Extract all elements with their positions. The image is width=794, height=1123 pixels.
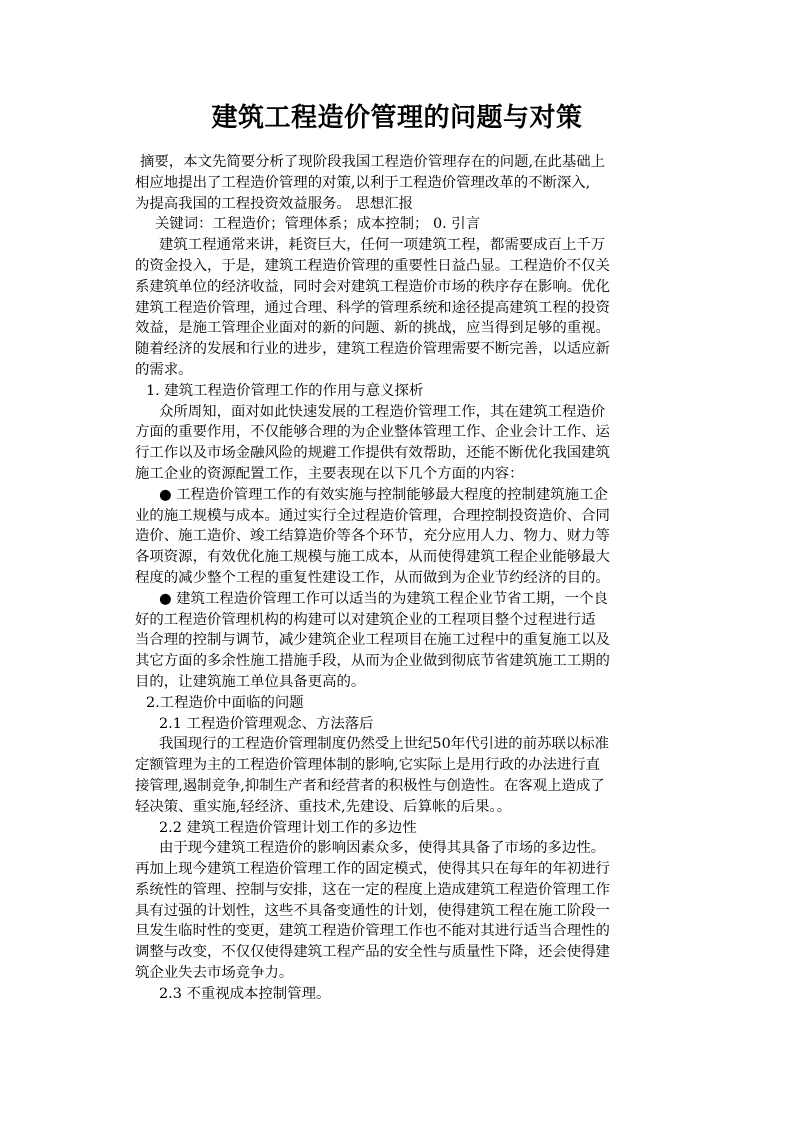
paragraph-line: 调整与改变，不仅仅使得建筑工程产品的安全性与质量性下降，还会使得建 [135, 944, 610, 961]
paragraph-line: 我国现行的工程造价管理制度仍然受上世纪50年代引进的前苏联以标准 [159, 736, 610, 753]
paragraph-line: 各项资源，有效优化施工规模与施工成本，从而使得建筑工程企业能够最大 [135, 549, 610, 566]
paragraph-line: 的资金投入，于是，建筑工程造价管理的重要性日益凸显。工程造价不仅关 [135, 257, 610, 274]
paragraph-line: 造价、施工造价、竣工结算造价等各个环节，充分应用人力、物力、财力等 [135, 528, 610, 545]
paragraph-line: 2.3 不重视成本控制管理。 [159, 985, 331, 1002]
paragraph-line: 1. 建筑工程造价管理工作的作用与意义探析 [146, 382, 424, 399]
paragraph-line: 2.工程造价中面临的问题 [146, 694, 304, 711]
paragraph-line: 随着经济的发展和行业的进步，建筑工程造价管理需要不断完善，以适应新 [135, 341, 610, 358]
paragraph-line: 好的工程造价管理机构的构建可以对建筑企业的工程项目整个过程进行适 [135, 611, 596, 628]
document-body [135, 152, 665, 1005]
paragraph-line: 众所周知，面对如此快速发展的工程造价管理工作，其在建筑工程造价 [159, 403, 606, 420]
paragraph-line: 接管理,遏制竞争,抑制生产者和经营者的积极性与创造性。在客观上造成了 [135, 777, 605, 794]
paragraph-line: 轻决策、重实施,轻经济、重技术,先建设、后算帐的后果。。 [135, 798, 512, 815]
paragraph-line: 筑企业失去市场竞争力。 [135, 965, 294, 982]
paragraph-line: 关键词：工程造价；管理体系；成本控制； 0. 引言 [155, 216, 481, 233]
paragraph-line: 建筑工程造价管理，通过合理、科学的管理系统和途径提高建筑工程的投资 [135, 299, 610, 316]
paragraph-line: 施工企业的资源配置工作，主要表现在以下几个方面的内容： [135, 465, 524, 482]
paragraph-line: 其它方面的多余性施工措施手段，从而为企业做到彻底节省建筑施工工期的 [135, 653, 610, 670]
paragraph-line: 再加上现今建筑工程造价管理工作的固定模式，使得其只在每年的年初进行 [135, 861, 610, 878]
paragraph-line: 业的施工规模与成本。通过实行全过程造价管理，合理控制投资造价、合同 [135, 507, 610, 524]
paragraph-line: 定额管理为主的工程造价管理体制的影响,它实际上是用行政的办法进行直 [135, 757, 601, 774]
paragraph-line: 目的，让建筑施工单位具备更高的。 [135, 673, 366, 690]
paragraph-line: 建筑工程通常来讲，耗资巨大，任何一项建筑工程，都需要成百上千万 [159, 237, 606, 254]
paragraph-line: 摘要，本文先简要分析了现阶段我国工程造价管理存在的问题,在此基础上 [140, 154, 606, 170]
paragraph-line: 效益，是施工管理企业面对的新的问题、新的挑战，应当得到足够的重视。 [135, 320, 610, 337]
paragraph-line: 2.1 工程造价管理观念、方法落后 [159, 715, 374, 732]
paragraph-line: 旦发生临时性的变更，建筑工程造价管理工作也不能对其进行适当合理性的 [135, 923, 610, 940]
paragraph-line: 为提高我国的工程投资效益服务。 思想汇报 [135, 195, 413, 212]
paragraph-line: 相应地提出了工程造价管理的对策,以利于工程造价管理改革的不断深入, [135, 174, 591, 191]
paragraph-line: 具有过强的计划性，这些不具备变通性的计划，使得建筑工程在施工阶段一 [135, 902, 610, 919]
paragraph-line: 程度的减少整个工程的重复性建设工作，从而做到为企业节约经济的目的。 [135, 569, 610, 586]
paragraph-line: 系建筑单位的经济收益，同时会对建筑工程造价市场的秩序存在影响。优化 [135, 278, 610, 295]
paragraph-line: ● 工程造价管理工作的有效实施与控制能够最大程度的控制建筑施工企 [159, 486, 608, 503]
paragraph-line: 由于现今建筑工程造价的影响因素众多，使得其具备了市场的多边性。 [159, 840, 606, 857]
paragraph-line: 方面的重要作用，不仅能够合理的为企业整体管理工作、企业会计工作、运 [135, 424, 610, 441]
paragraph-line: 行工作以及市场金融风险的规避工作提供有效帮助，还能不断优化我国建筑 [135, 445, 610, 462]
paragraph-line: 2.2 建筑工程造价管理计划工作的多边性 [159, 819, 417, 836]
paragraph-line: ● 建筑工程造价管理工作可以适当的为建筑工程企业节省工期，一个良 [159, 590, 608, 607]
paragraph-line: 当合理的控制与调节，减少建筑企业工程项目在施工过程中的重复施工以及 [135, 632, 610, 649]
document-title: 建筑工程造价管理的问题与对策 [211, 103, 583, 133]
paragraph-line: 的需求。 [135, 361, 193, 378]
paragraph-line: 系统性的管理、控制与安排，这在一定的程度上造成建筑工程造价管理工作 [135, 881, 610, 898]
